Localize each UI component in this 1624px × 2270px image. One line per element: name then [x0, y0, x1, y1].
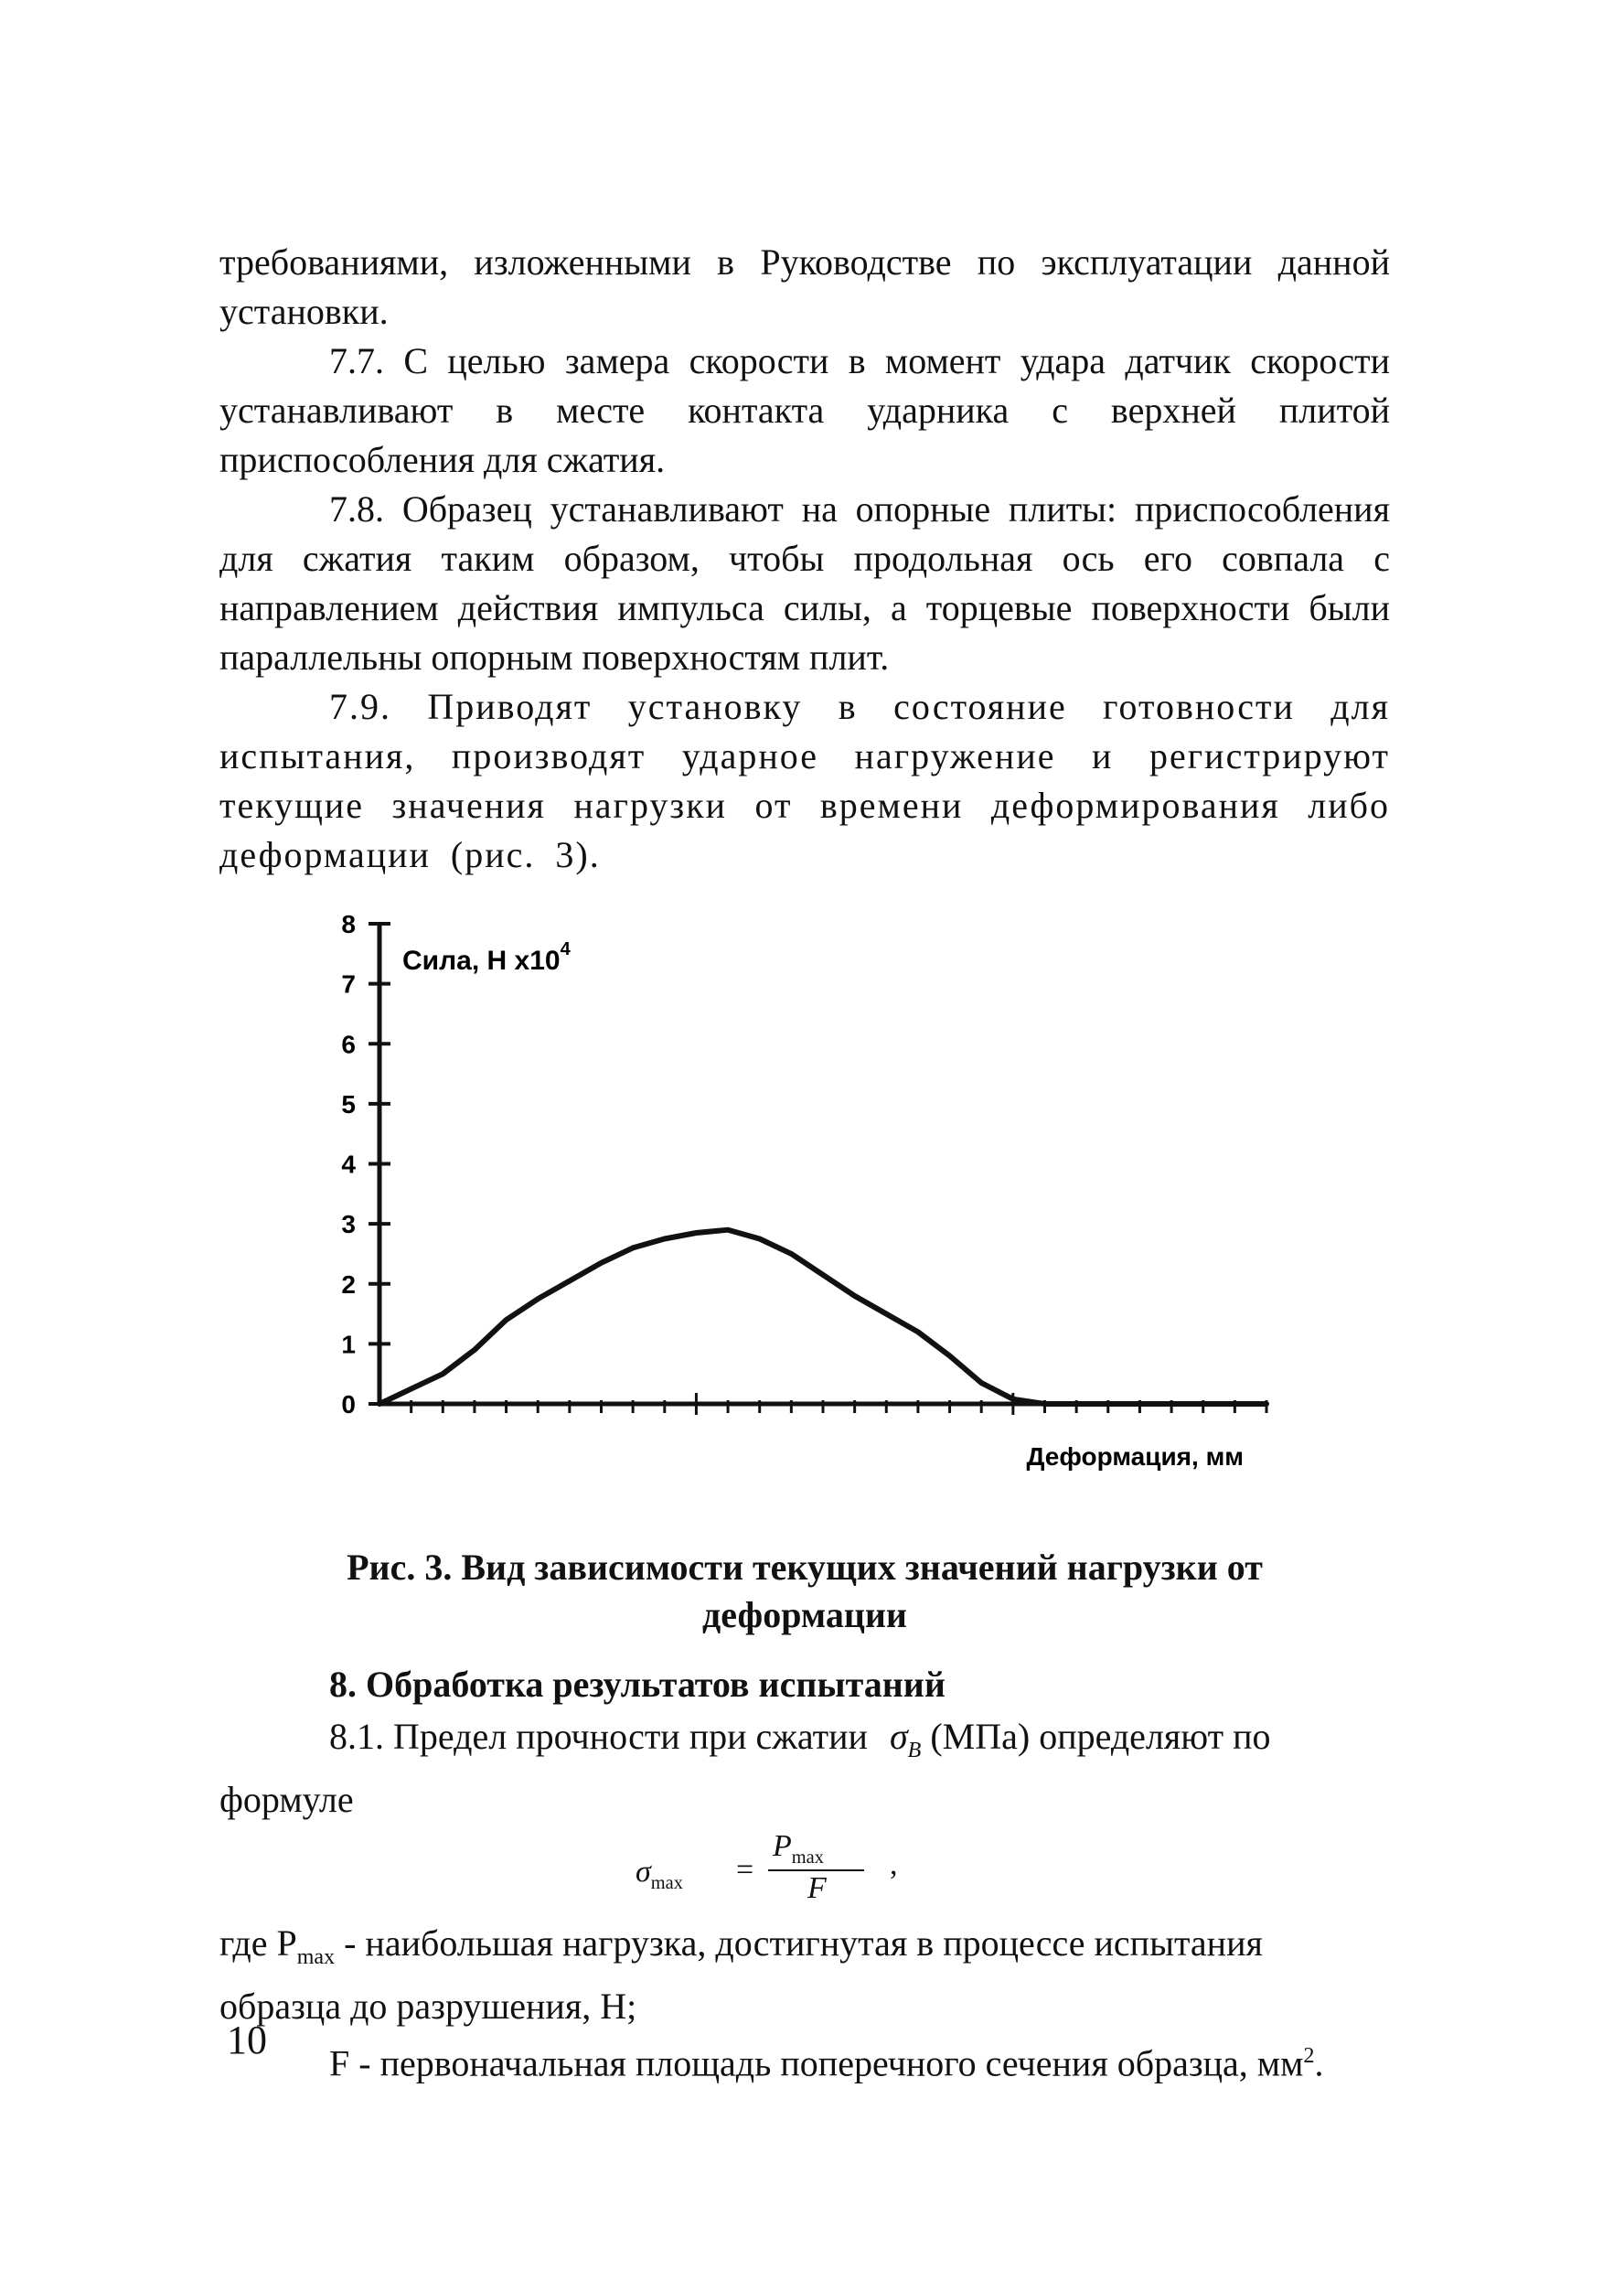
definition-pmax-line2: образца до разрушения, Н; [219, 1986, 637, 2027]
force-curve [379, 1230, 1266, 1404]
section-title: 8. Обработка результатов испытаний [329, 1664, 946, 1705]
sigma-b-symbol: $\sigma_B$ [889, 1716, 922, 1762]
caption-line-2: деформации [702, 1594, 907, 1635]
body-text [219, 238, 1390, 880]
paragraph-8-1: 8.1. Предел прочности при сжатии $\sigma_B$ (МПа) определяют по [329, 1716, 1271, 1762]
formula-denominator: F [807, 1871, 827, 1905]
formula-lhs: $\sigma_{max}$ [636, 1855, 683, 1893]
formula-equals: = [736, 1853, 754, 1887]
formula-comma: , [890, 1847, 898, 1881]
paragraph-7-8: 7.8. Образец устанавливают на опорные плиты: приспособления для сжатия таким образом, чтобы продольная ось его совпала с направлением действия импульса силы, а торцевые поверхности были параллельны опорным поверхностям плит. [219, 488, 1390, 678]
y-axis-ticks [341, 910, 390, 1419]
page-number: 10 [227, 2018, 267, 2062]
definitions [219, 1919, 1390, 2088]
y-tick-label: 8 [341, 910, 356, 938]
y-tick-label: 1 [341, 1330, 356, 1359]
y-tick-label: 5 [341, 1089, 356, 1119]
x-axis-label: Деформация, мм [1026, 1442, 1244, 1471]
y-tick-label: 4 [341, 1150, 356, 1179]
y-axis-label: Сила, Н $х10^4$ [402, 939, 571, 976]
section-8-1 [219, 1712, 1390, 1825]
definition-f: F - первоначальная площадь поперечного сечения образца, $мм^2$. [329, 2042, 1324, 2084]
y-tick-label: 3 [341, 1210, 356, 1239]
formula [636, 1829, 928, 1911]
chart-axes [379, 924, 1266, 1404]
paragraph-7-9: 7.9. Приводят установку в состояние готовности для испытания, производят ударное нагружение и регистрируют текущие значения нагрузки от времени деформирования либо деформации (рис. 3). [219, 686, 1390, 875]
formula-numerator: $P_{max}$ [773, 1829, 824, 1868]
paragraph-7-7: 7.7. С целью замера скорости в момент удара датчик скорости устанавливают в месте контакта ударника с верхней плитой приспособления для сжатия. [219, 340, 1390, 480]
y-tick-label: 6 [341, 1030, 356, 1059]
y-tick-label: 2 [341, 1269, 356, 1299]
paragraph-continuation: требованиями, изложенными в Руководстве по эксплуатации данной установки. [219, 241, 1390, 332]
definition-pmax: где $P_{max}$ - наибольшая нагрузка, достигнутая в процессе испытания [219, 1922, 1263, 1969]
force-deformation-chart [311, 905, 1298, 1491]
paragraph-8-1-line2: формуле [219, 1779, 354, 1820]
y-tick-label: 7 [341, 969, 356, 999]
y-tick-label: 0 [341, 1390, 356, 1419]
figure-caption [219, 1544, 1390, 1639]
caption-line-1: Рис. 3. Вид зависимости текущих значений нагрузки от [347, 1547, 1263, 1588]
